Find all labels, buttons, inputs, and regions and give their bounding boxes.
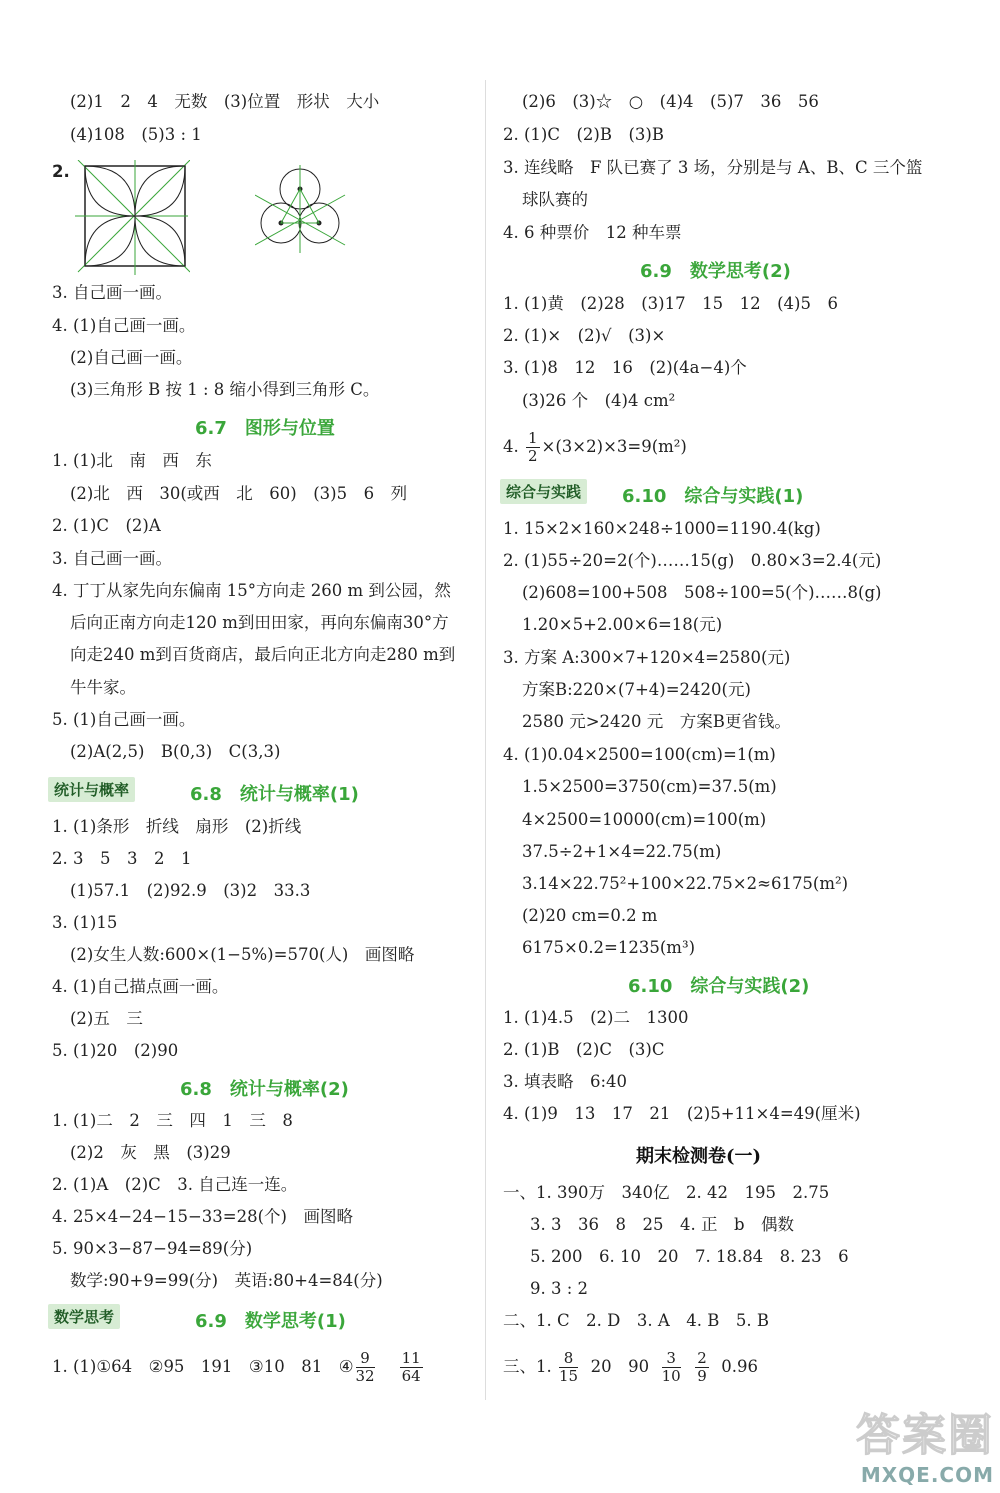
answer-line: 3. (1)8 12 16 (2)(4a−4)个 <box>503 358 747 377</box>
answer-line: 3. 连线略 F 队已赛了 3 场，分别是与 A、B、C 三个篮 <box>503 158 923 177</box>
answer-line: 二、1. C 2. D 3. A 4. B 5. B <box>503 1311 769 1330</box>
answer-line: 1.20×5+2.00×6=18(元) <box>522 615 723 634</box>
answer-line: (4)108 (5)3 : 1 <box>70 125 202 144</box>
answer-line: 方案B:220×(7+4)=2420(元) <box>522 680 751 699</box>
section-heading: 6.10 综合与实践(1) <box>622 486 804 507</box>
answer-line: (2)6 (3)☆ ○ (4)4 (5)7 36 56 <box>522 92 819 111</box>
answer-line: 牛牛家。 <box>70 678 136 697</box>
answer-line: 3. 3 36 8 25 4. 正 b 偶数 <box>530 1215 795 1234</box>
answer-line: 4. (1)自己描点画一画。 <box>52 977 229 996</box>
fraction: $\frac{1}{2}$ <box>528 429 538 465</box>
answer-line: 9. 3 : 2 <box>530 1279 589 1298</box>
answer-line: 三、1. $\frac{8}{15}$ 20 90 $\frac{3}{10}$ $\frac{2}{9}$ 0.96 <box>503 1349 758 1385</box>
category-tag: 综合与实践 <box>500 479 587 504</box>
answer-line: 3. 方案 A:300×7+120×4=2580(元) <box>503 648 791 667</box>
answer-line: 2. (1)× (2)√ (3)× <box>503 326 666 345</box>
answer-line: 3.14×22.75²+100×22.75×2≈6175(m²) <box>522 874 849 893</box>
answer-line: 4. (1)0.04×2500=100(cm)=1(m) <box>503 745 776 764</box>
answer-line: 5. 200 6. 10 20 7. 18.84 8. 23 6 <box>530 1247 849 1266</box>
answer-line: 4. (1)自己画一画。 <box>52 316 196 335</box>
section-heading: 6.8 统计与概率(2) <box>180 1079 349 1100</box>
category-tag: 统计与概率 <box>48 777 135 802</box>
answer-line: (2)A(2,5) B(0,3) C(3,3) <box>70 742 281 761</box>
answer-line: 2580 元>2420 元 方案B更省钱。 <box>522 712 791 731</box>
answer-line <box>52 1350 425 1385</box>
answer-line: 1. (1)北 南 西 东 <box>52 451 212 470</box>
answer-line: 一、1. 390万 340亿 2. 42 195 2.75 <box>503 1183 830 1202</box>
answer-line: 5. 90×3−87−94=89(分) <box>52 1239 253 1258</box>
answer-line: 1. (1)条形 折线 扇形 (2)折线 <box>52 817 302 836</box>
answer-line: (3)26 个 (4)4 cm² <box>522 391 676 410</box>
category-tag: 数学思考 <box>48 1304 120 1329</box>
column-divider <box>485 80 486 1400</box>
question-number: 2. <box>52 162 70 181</box>
answer-line: 4. $\frac{1}{2}$ ×(3×2)×3=9(m²) <box>503 429 687 465</box>
watermark-logo: 答案圈 MXQE.COM <box>856 1410 994 1487</box>
fraction: $\frac{3}{10}$ <box>661 1349 681 1385</box>
answer-line: (2)女生人数:600×(1−5%)=570(人) 画图略 <box>70 945 415 964</box>
section-heading: 6.10 综合与实践(2) <box>628 976 810 997</box>
answer-line: 向走240 m到百货商店，最后向正北方向走280 m到 <box>70 645 456 664</box>
exam-title: 期末检测卷(一) <box>636 1146 762 1167</box>
answer-line: 37.5÷2+1×4=22.75(m) <box>522 842 722 861</box>
answer-line: (2)2 灰 黑 (3)29 <box>70 1143 231 1162</box>
answer-line: (2)五 三 <box>70 1009 143 1028</box>
answer-line: 4. 25×4−24−15−33=28(个) 画图略 <box>52 1207 353 1226</box>
answer-line: 4. 丁丁从家先向东偏南 15°方向走 260 m 到公园，然 <box>52 581 451 600</box>
fraction: $\frac{11}{64}$ <box>401 1349 421 1385</box>
answer-line: 1.5×2500=3750(cm)=37.5(m) <box>522 777 777 796</box>
answer-line: 3. 自己画一画。 <box>52 549 172 568</box>
answer-line: 2. 3 5 3 2 1 <box>52 849 192 868</box>
fraction: $\frac{9}{32}$ <box>355 1349 375 1385</box>
answer-line: 6175×0.2=1235(m³) <box>522 938 696 957</box>
answer-line: 2. (1)B (2)C (3)C <box>503 1040 665 1059</box>
answer-line: (2)北 西 30(或西 北 60) (3)5 6 列 <box>70 484 408 503</box>
answer-line: 5. (1)20 (2)90 <box>52 1041 179 1060</box>
fraction: $\frac{2}{9}$ <box>697 1349 707 1385</box>
answer-line: (2)1 2 4 无数 (3)位置 形状 大小 <box>70 92 380 111</box>
answer-line: 5. (1)自己画一画。 <box>52 710 196 729</box>
answer-line: (2)自己画一画。 <box>70 348 193 367</box>
answer-line: (2)20 cm=0.2 m <box>522 906 658 925</box>
answer-line: 2. (1)55÷20=2(个)……15(g) 0.80×3=2.4(元) <box>503 551 882 570</box>
answer-line: 4×2500=10000(cm)=100(m) <box>522 810 767 829</box>
section-heading: 6.7 图形与位置 <box>195 418 335 439</box>
answer-text: 1. (1)①64 ②95 191 ③10 81 ④ <box>52 1357 354 1376</box>
answer-line: 3. 填表略 6:40 <box>503 1072 628 1091</box>
answer-line: 1. (1)黄 (2)28 (3)17 15 12 (4)5 6 <box>503 294 838 313</box>
answer-line: 2. (1)C (2)B (3)B <box>503 125 664 144</box>
answer-line: 后向正南方向走120 m到田田家，再向东偏南30°方 <box>70 613 449 632</box>
section-heading: 6.9 数学思考(1) <box>195 1311 346 1332</box>
answer-line: 3. 自己画一画。 <box>52 283 172 302</box>
answer-line: (2)608=100+508 508÷100=5(个)……8(g) <box>522 583 882 602</box>
answer-line: 数学:90+9=99(分) 英语:80+4=84(分) <box>70 1271 383 1290</box>
answer-line: (1)57.1 (2)92.9 (3)2 33.3 <box>70 881 311 900</box>
answer-line: 4. (1)9 13 17 21 (2)5+11×4=49(厘米) <box>503 1104 861 1123</box>
section-heading: 6.9 数学思考(2) <box>640 261 791 282</box>
answer-line: 1. (1)4.5 (2)二 1300 <box>503 1008 689 1027</box>
answer-line: 3. (1)15 <box>52 913 118 932</box>
three-circles-figure <box>255 165 355 255</box>
answer-line: 球队赛的 <box>522 190 588 209</box>
answer-line: 1. (1)二 2 三 四 1 三 8 <box>52 1111 293 1130</box>
answer-line: 1. 15×2×160×248÷1000=1190.4(kg) <box>503 519 821 538</box>
fraction: $\frac{8}{15}$ <box>559 1349 579 1385</box>
answer-line: (3)三角形 B 按 1 : 8 缩小得到三角形 C。 <box>70 380 380 399</box>
square-flower-figure <box>70 160 190 280</box>
answer-line: 2. (1)C (2)A <box>52 516 161 535</box>
answer-line: 4. 6 种票价 12 种车票 <box>503 223 682 242</box>
section-heading: 6.8 统计与概率(1) <box>190 784 359 805</box>
answer-line: 2. (1)A (2)C 3. 自己连一连。 <box>52 1175 298 1194</box>
